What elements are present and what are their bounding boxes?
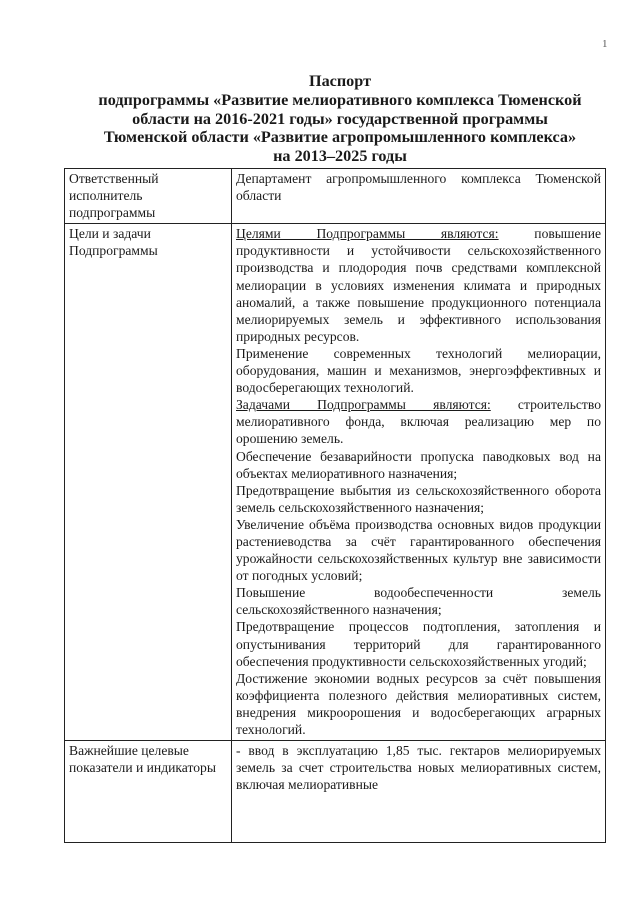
indicators-value: - ввод в эксплуатацию 1,85 тыс. гектаров мелиорируемых земель за счет строительства новых мелиоративных систем, включая мелиоративные — [232, 741, 606, 843]
page-number: 1 — [602, 38, 608, 50]
passport-table — [64, 168, 606, 843]
title-line-2: подпрограммы «Развитие мелиоративного комплекса Тюменской — [98, 90, 582, 109]
title-line-3: области на 2016-2021 годы» государственной программы — [132, 109, 548, 128]
goals-paragraph — [236, 225, 601, 345]
title-line-5: на 2013–2025 годы — [273, 147, 407, 166]
tasks-text: строительство мелиоративного фонда, включая реализацию мер по орошению земель. — [236, 397, 601, 447]
indicators-label: Важнейшие целевые показатели и индикаторы — [65, 741, 232, 843]
goals-value — [232, 224, 606, 741]
task-water-saving-paragraph: Достижение экономии водных ресурсов за счёт повышения коэффициента полезного действия мелиоративных систем, внедрения микроорошения и водосберегающих аграрных технологий. — [236, 670, 601, 737]
task-land-paragraph: Предотвращение выбытия из сельскохозяйственного оборота земель сельскохозяйственного назначения; — [236, 482, 601, 515]
goals-heading: Целями Подпрограммы являются: — [236, 226, 499, 242]
task-production-paragraph: Увеличение объёма производства основных видов продукции растениеводства за счёт гарантированного обеспечения урожайности сельскохозяйственных культур вне зависимости от погодных условий; — [236, 516, 601, 584]
table-row-goals — [65, 224, 606, 741]
task-flood-paragraph: Обеспечение безаварийности пропуска паводковых вод на объектах мелиоративного назначения; — [236, 448, 601, 481]
title-line-1: Паспорт — [308, 72, 372, 90]
page-title — [60, 72, 620, 166]
task-water-supply-paragraph: Повышение водообеспеченности земель сельскохозяйственного назначения; — [236, 585, 601, 618]
responsible-label: Ответственный исполнитель подпрограммы — [65, 169, 232, 224]
goals-label: Цели и задачи Подпрограммы — [65, 224, 232, 741]
tasks-heading: Задачами Подпрограммы являются: — [236, 397, 491, 413]
task-flooding-paragraph: Предотвращение процессов подтопления, затопления и опустынивания территорий для гарантированного обеспечения продуктивности сельскохозяйственных угодий; — [236, 619, 601, 669]
table-row-responsible — [65, 169, 606, 224]
title-line-4: Тюменской области «Развитие агропромышленного комплекса» — [103, 128, 577, 147]
table-row-indicators — [65, 741, 606, 843]
goals-text: повышение продуктивности и устойчивости сельскохозяйственного производства и плодородия почв средствами комплексной мелиорации в условиях изменения климата и природных аномалий, а также повышение продукционного потенциала мелиорируемых земель и эффективного использования природных ресурсов. — [236, 226, 601, 344]
tasks-paragraph — [236, 396, 601, 447]
responsible-value: Департамент агропромышленного комплекса Тюменской области — [232, 169, 606, 224]
technology-paragraph: Применение современных технологий мелиорации, оборудования, машин и механизмов, энергоэффективных и водосберегающих технологий. — [236, 345, 601, 396]
